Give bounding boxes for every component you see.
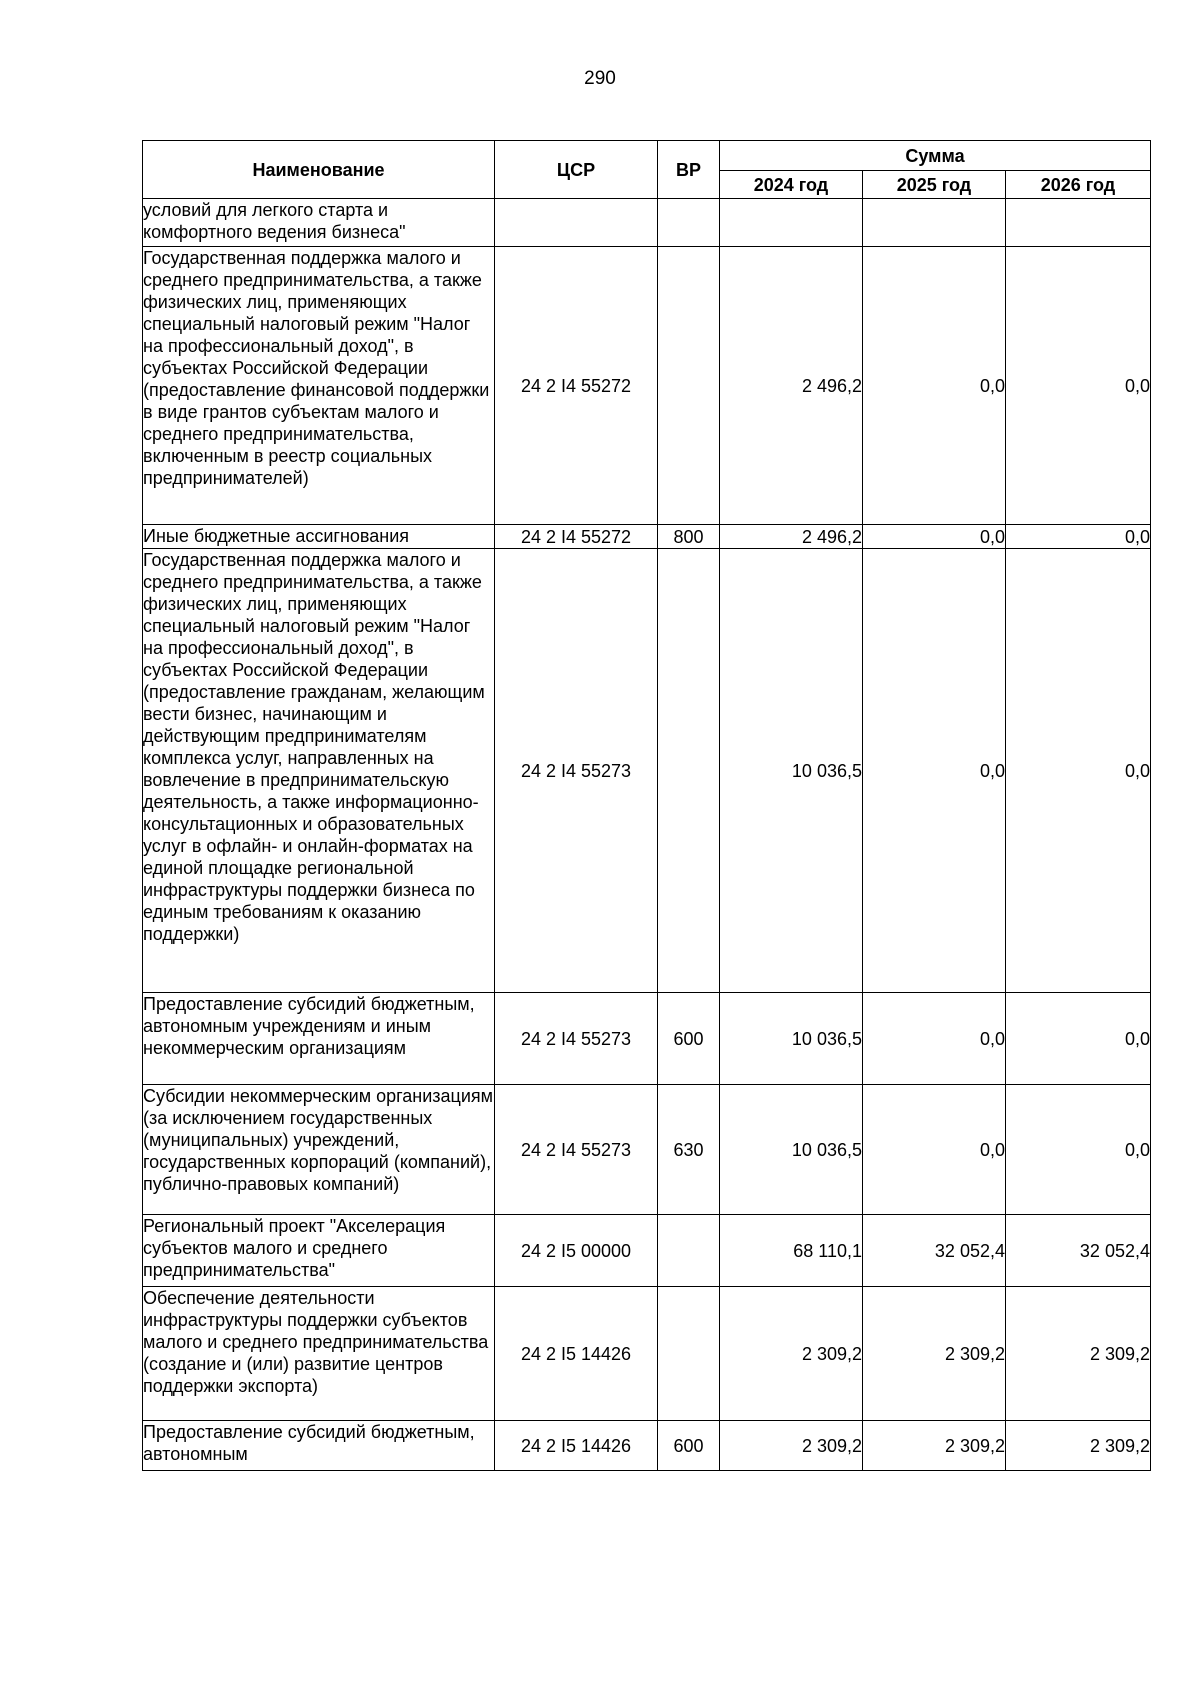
table-body — [143, 199, 1151, 1471]
cell-vr — [658, 247, 720, 525]
cell-name: Иные бюджетные ассигнования — [143, 525, 495, 549]
cell-sum-2025: 0,0 — [863, 993, 1006, 1085]
table-row — [143, 1287, 1151, 1421]
header-vr: ВР — [658, 141, 720, 199]
cell-csr: 24 2 I4 55273 — [495, 993, 658, 1085]
cell-vr: 600 — [658, 993, 720, 1085]
cell-sum-2024: 2 309,2 — [720, 1287, 863, 1421]
cell-sum-2025: 32 052,4 — [863, 1215, 1006, 1287]
cell-sum-2024: 68 110,1 — [720, 1215, 863, 1287]
cell-csr: 24 2 I4 55273 — [495, 1085, 658, 1215]
cell-vr: 630 — [658, 1085, 720, 1215]
cell-csr: 24 2 I5 00000 — [495, 1215, 658, 1287]
cell-name: Предоставление субсидий бюджетным, автономным учреждениям и иным некоммерческим организациям — [143, 993, 495, 1085]
cell-vr: 600 — [658, 1421, 720, 1471]
cell-vr — [658, 1215, 720, 1287]
page-number: 290 — [584, 68, 616, 89]
table-row — [143, 525, 1151, 549]
cell-sum-2026: 32 052,4 — [1006, 1215, 1151, 1287]
header-year-2025: 2025 год — [863, 171, 1006, 199]
table-row — [143, 199, 1151, 247]
cell-name: Государственная поддержка малого и среднего предпринимательства, а также физических лиц, применяющих специальный налоговый режим "Налог на профессиональный доход", в субъектах Российской Федерации (предоставление финансовой поддержки в виде грантов субъектам малого и среднего предпринимательства, включенным в реестр социальных предпринимателей) — [143, 247, 495, 525]
cell-sum-2026: 0,0 — [1006, 1085, 1151, 1215]
cell-sum-2025 — [863, 199, 1006, 247]
header-csr: ЦСР — [495, 141, 658, 199]
cell-sum-2024: 10 036,5 — [720, 1085, 863, 1215]
cell-sum-2026: 0,0 — [1006, 525, 1151, 549]
header-sum: Сумма — [720, 141, 1151, 171]
cell-sum-2024: 2 496,2 — [720, 525, 863, 549]
cell-sum-2025: 0,0 — [863, 525, 1006, 549]
table-row — [143, 1421, 1151, 1471]
cell-sum-2026: 0,0 — [1006, 247, 1151, 525]
table-row — [143, 993, 1151, 1085]
cell-vr — [658, 199, 720, 247]
table-row — [143, 549, 1151, 993]
cell-sum-2025: 2 309,2 — [863, 1421, 1006, 1471]
budget-table — [142, 140, 1151, 1471]
cell-sum-2024: 10 036,5 — [720, 993, 863, 1085]
cell-name: Предоставление субсидий бюджетным, автономным — [143, 1421, 495, 1471]
cell-csr: 24 2 I4 55273 — [495, 549, 658, 993]
cell-sum-2025: 0,0 — [863, 1085, 1006, 1215]
cell-sum-2026: 0,0 — [1006, 993, 1151, 1085]
cell-name: Региональный проект "Акселерация субъектов малого и среднего предпринимательства" — [143, 1215, 495, 1287]
header-name: Наименование — [143, 141, 495, 199]
cell-name: условий для легкого старта и комфортного ведения бизнеса" — [143, 199, 495, 247]
table-row — [143, 247, 1151, 525]
table-row — [143, 1215, 1151, 1287]
cell-sum-2024: 2 496,2 — [720, 247, 863, 525]
cell-csr: 24 2 I5 14426 — [495, 1421, 658, 1471]
cell-sum-2026: 2 309,2 — [1006, 1421, 1151, 1471]
table-header — [143, 141, 1151, 199]
cell-sum-2026 — [1006, 199, 1151, 247]
cell-csr — [495, 199, 658, 247]
cell-sum-2025: 2 309,2 — [863, 1287, 1006, 1421]
cell-name: Обеспечение деятельности инфраструктуры поддержки субъектов малого и среднего предпринимательства (создание и (или) развитие центров поддержки экспорта) — [143, 1287, 495, 1421]
cell-csr: 24 2 I5 14426 — [495, 1287, 658, 1421]
cell-name: Государственная поддержка малого и среднего предпринимательства, а также физических лиц, применяющих специальный налоговый режим "Налог на профессиональный доход", в субъектах Российской Федерации (предоставление гражданам, желающим вести бизнес, начинающим и действующим предпринимателям комплекса услуг, направленных на вовлечение в предпринимательскую деятельность, а также информационно-консультационных и образовательных услуг в офлайн- и онлайн-форматах на единой площадке региональной инфраструктуры поддержки бизнеса по единым требованиям к оказанию поддержки) — [143, 549, 495, 993]
cell-name: Субсидии некоммерческим организациям (за исключением государственных (муниципальных) учреждений, государственных корпораций (компаний), публично-правовых компаний) — [143, 1085, 495, 1215]
cell-vr — [658, 549, 720, 993]
cell-vr — [658, 1287, 720, 1421]
cell-sum-2025: 0,0 — [863, 549, 1006, 993]
cell-sum-2024: 2 309,2 — [720, 1421, 863, 1471]
cell-sum-2026: 0,0 — [1006, 549, 1151, 993]
cell-csr: 24 2 I4 55272 — [495, 525, 658, 549]
cell-sum-2024 — [720, 199, 863, 247]
cell-sum-2025: 0,0 — [863, 247, 1006, 525]
cell-vr: 800 — [658, 525, 720, 549]
table-row — [143, 1085, 1151, 1215]
header-year-2026: 2026 год — [1006, 171, 1151, 199]
cell-csr: 24 2 I4 55272 — [495, 247, 658, 525]
cell-sum-2024: 10 036,5 — [720, 549, 863, 993]
header-year-2024: 2024 год — [720, 171, 863, 199]
cell-sum-2026: 2 309,2 — [1006, 1287, 1151, 1421]
